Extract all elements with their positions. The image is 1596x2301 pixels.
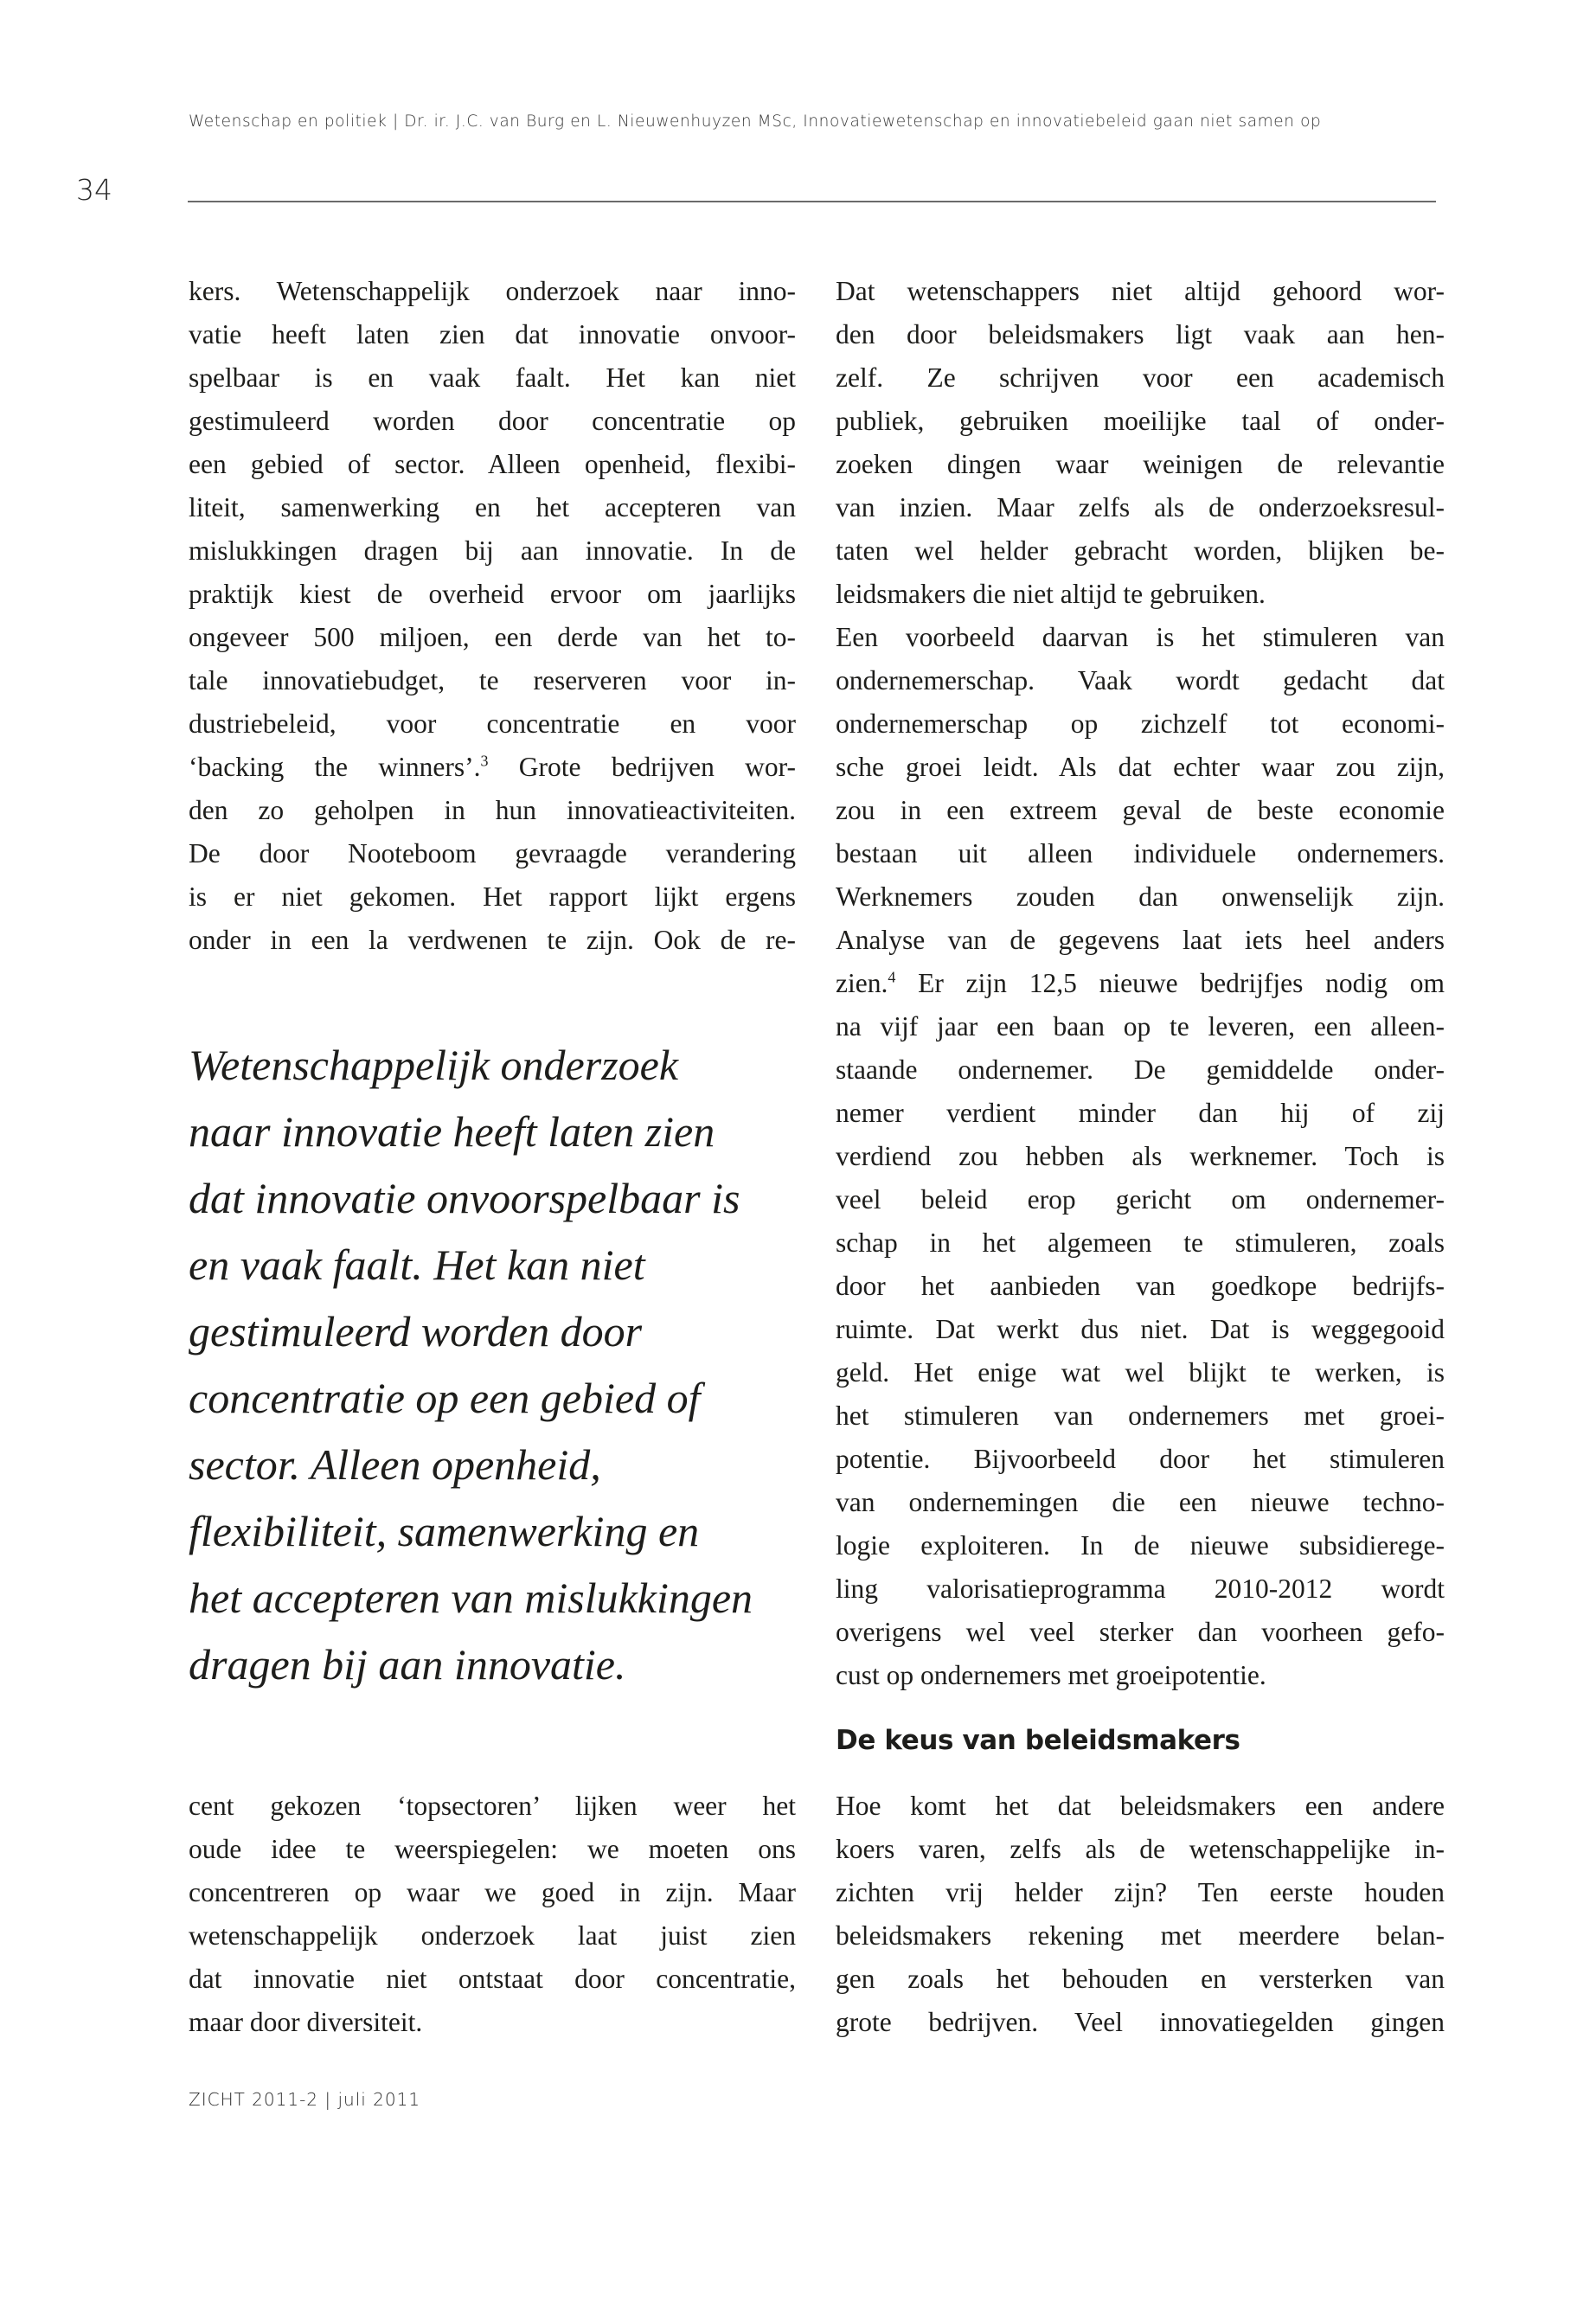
text-line: Analyse van de gegevens laat iets heel anders — [836, 925, 1445, 955]
text-line: veel beleid erop gericht om ondernemer- — [836, 1184, 1445, 1215]
pull-quote — [189, 1032, 811, 1698]
pull-quote-line: dat innovatie onvoorspelbaar is — [189, 1174, 740, 1222]
text-line: praktijk kiest de overheid ervoor om jaarlijks — [189, 579, 796, 609]
text-line: spelbaar is en vaak faalt. Het kan niet — [189, 362, 796, 393]
text-line: overigens wel veel sterker dan voorheen gefo- — [836, 1617, 1445, 1647]
pull-quote-line: gestimuleerd worden door — [189, 1307, 643, 1356]
running-head: Wetenschap en politiek | Dr. ir. J.C. van Burg en L. Nieuwenhuyzen MSc, Innovatiewetenschap en innovatiebeleid gaan niet samen op — [189, 112, 1322, 131]
left-column-paragraph-2 — [189, 1785, 796, 2044]
text-line: ling valorisatieprogramma 2010-2012 wordt — [836, 1574, 1445, 1604]
text-line: na vijf jaar een baan op te leveren, een alleen- — [836, 1011, 1445, 1042]
text-line: den zo geholpen in hun innovatieactiviteiten. — [189, 795, 796, 825]
text-fragment: zien. — [836, 968, 888, 998]
text-line: logie exploiteren. In de nieuwe subsidierege- — [836, 1530, 1445, 1561]
text-line: mislukkingen dragen bij aan innovatie. In de — [189, 535, 796, 566]
text-line: den door beleidsmakers ligt vaak aan hen- — [836, 319, 1445, 349]
text-line: zoeken dingen waar weinigen de relevantie — [836, 449, 1445, 479]
text-line: ongeveer 500 miljoen, een derde van het to- — [189, 622, 796, 652]
page-number: 34 — [76, 173, 112, 207]
pull-quote-line: het accepteren van mislukkingen — [189, 1574, 753, 1622]
text-line: geld. Het enige wat wel blijkt te werken, is — [836, 1357, 1445, 1388]
text-line: zelf. Ze schrijven voor een academisch — [836, 362, 1445, 393]
text-line: oude idee te weerspiegelen: we moeten ons — [189, 1834, 796, 1864]
text-line: publiek, gebruiken moeilijke taal of onder- — [836, 406, 1445, 436]
footnote-ref-3[interactable]: 3 — [480, 752, 489, 770]
text-line: taten wel helder gebracht worden, blijken be- — [836, 535, 1445, 566]
text-line: liteit, samenwerking en het accepteren van — [189, 492, 796, 522]
right-column-paragraph-3 — [836, 1785, 1445, 2044]
pull-quote-line: flexibiliteit, samenwerking en — [189, 1507, 700, 1555]
text-line: grote bedrijven. Veel innovatiegelden gingen — [836, 2007, 1445, 2037]
text-line: staande ondernemer. De gemiddelde onder- — [836, 1054, 1445, 1085]
text-line: Hoe komt het dat beleidsmakers een andere — [836, 1791, 1445, 1821]
text-line: van ondernemingen die een nieuwe techno- — [836, 1487, 1445, 1517]
text-line: Werknemers zouden dan onwenselijk zijn. — [836, 881, 1445, 912]
text-line: het stimuleren van ondernemers met groei- — [836, 1400, 1445, 1431]
text-line: wetenschappelijk onderzoek laat juist zien — [189, 1920, 796, 1951]
text-line: maar door diversiteit. — [189, 2007, 423, 2037]
right-column — [836, 270, 1445, 1697]
text-line: vatie heeft laten zien dat innovatie onvoor- — [189, 319, 796, 349]
header-rule — [188, 201, 1436, 202]
pull-quote-line: Wetenschappelijk onderzoek — [189, 1041, 679, 1089]
text-line: ondernemerschap. Vaak wordt gedacht dat — [836, 665, 1445, 695]
text-line: dat innovatie niet ontstaat door concentratie, — [189, 1964, 796, 1994]
text-line: beleidsmakers rekening met meerdere belan- — [836, 1920, 1445, 1951]
text-line: De door Nooteboom gevraagde verandering — [189, 838, 796, 868]
text-fragment: ‘backing the winners’. — [189, 752, 481, 782]
text-line-with-footnote — [836, 962, 1445, 1005]
text-line: dustriebeleid, voor concentratie en voor — [189, 708, 796, 739]
page-footer: ZICHT 2011-2 | juli 2011 — [189, 2089, 421, 2110]
text-line: door het aanbieden van goedkope bedrijfs- — [836, 1271, 1445, 1301]
pull-quote-line: concentratie op een gebied of — [189, 1374, 701, 1422]
text-line: potentie. Bijvoorbeeld door het stimuleren — [836, 1444, 1445, 1474]
text-line: verdiend zou hebben als werknemer. Toch is — [836, 1141, 1445, 1171]
text-line: nemer verdient minder dan hij of zij — [836, 1098, 1445, 1128]
text-line: gestimuleerd worden door concentratie op — [189, 406, 796, 436]
pull-quote-line: sector. Alleen openheid, — [189, 1440, 601, 1489]
pull-quote-line: naar innovatie heeft laten zien — [189, 1107, 715, 1156]
left-column-paragraph-1 — [189, 270, 796, 962]
text-line: onder in een la verdwenen te zijn. Ook de re- — [189, 925, 796, 955]
footnote-ref-4[interactable]: 4 — [888, 968, 896, 986]
text-line: zou in een extreem geval de beste economie — [836, 795, 1445, 825]
text-line: tale innovatiebudget, te reserveren voor in- — [189, 665, 796, 695]
text-line: sche groei leidt. Als dat echter waar zou zijn, — [836, 752, 1445, 782]
text-fragment: Er zijn 12,5 nieuwe bedrijfjes nodig om — [895, 968, 1445, 998]
pull-quote-line: dragen bij aan innovatie. — [189, 1640, 626, 1689]
text-line-with-footnote — [189, 746, 796, 789]
text-line: schap in het algemeen te stimuleren, zoals — [836, 1227, 1445, 1258]
text-line: ondernemerschap op zichzelf tot economi- — [836, 708, 1445, 739]
text-fragment: Grote bedrijven wor- — [488, 752, 797, 782]
text-line: cent gekozen ‘topsectoren’ lijken weer het — [189, 1791, 796, 1821]
text-line: gen zoals het behouden en versterken van — [836, 1964, 1445, 1994]
text-line: kers. Wetenschappelijk onderzoek naar inno- — [189, 276, 796, 306]
text-line: is er niet gekomen. Het rapport lijkt ergens — [189, 881, 796, 912]
pull-quote-line: en vaak faalt. Het kan niet — [189, 1240, 645, 1289]
text-line: bestaan uit alleen individuele ondernemers. — [836, 838, 1445, 868]
text-line: Een voorbeeld daarvan is het stimuleren van — [836, 622, 1445, 652]
text-line: leidsmakers die niet altijd te gebruiken. — [836, 579, 1266, 609]
text-line: ruimte. Dat werkt dus niet. Dat is weggegooid — [836, 1314, 1445, 1344]
section-heading: De keus van beleidsmakers — [836, 1725, 1240, 1756]
text-line: van inzien. Maar zelfs als de onderzoeksresul- — [836, 492, 1445, 522]
text-line: een gebied of sector. Alleen openheid, flexibi- — [189, 449, 796, 479]
text-line: cust op ondernemers met groeipotentie. — [836, 1660, 1266, 1690]
text-line: zichten vrij helder zijn? Ten eerste houden — [836, 1877, 1445, 1907]
text-line: concentreren op waar we goed in zijn. Maar — [189, 1877, 796, 1907]
text-line: Dat wetenschappers niet altijd gehoord wor- — [836, 276, 1445, 306]
text-line: koers varen, zelfs als de wetenschappelijke in- — [836, 1834, 1445, 1864]
